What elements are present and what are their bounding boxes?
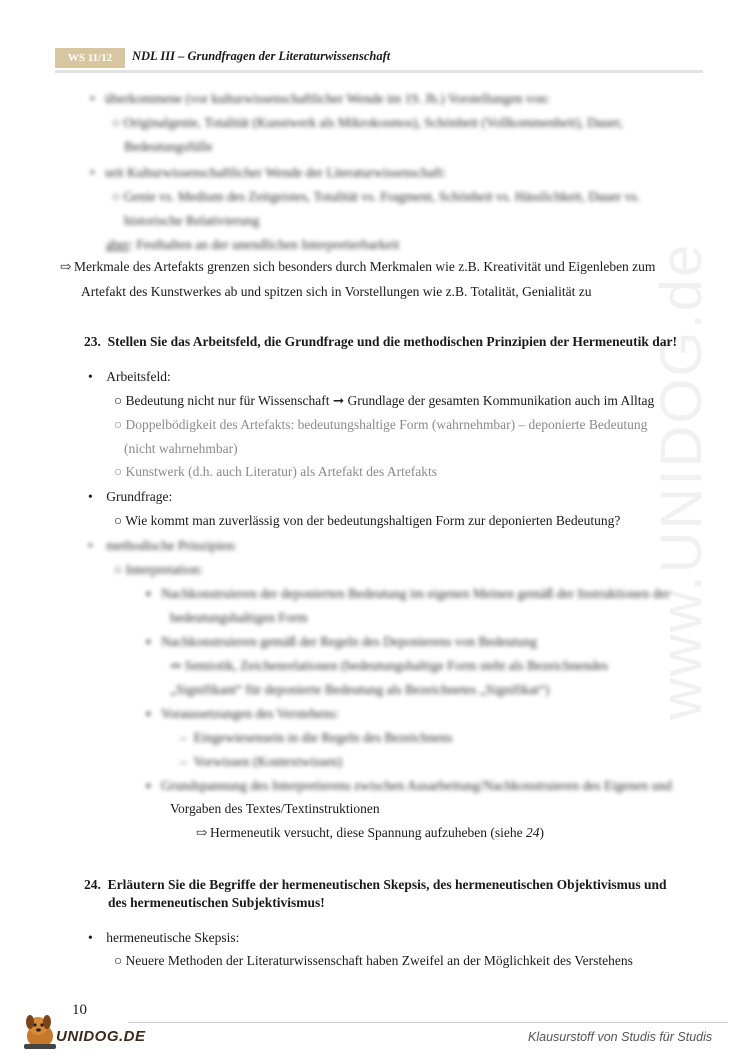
list-item-grundfrage: • Grundfrage: [88,489,173,504]
methodisch-item-3a: – Eingewiesensein in die Regeln des Bezeichnens [180,730,453,745]
methodisch-item-2-cont: ⇒ Semiotik, Zeichenrelationen (bedeutungshaltige Form steht als Bezeichnendes [170,658,608,673]
top-bullet-1-sub: ○ Originalgenie, Totalität (Kunstwerk als Mikrokosmos), Schönheit (Vollkommenheit), Dauer, [112,115,623,130]
semester-badge: WS 11/12 [55,48,125,68]
top-bullet-2: • seit Kulturwissenschaftlicher Wende der Literaturwissenschaft: [90,165,447,180]
top-bullet-1-sub-cont: Bedeutungsfülle [124,139,213,154]
page-number: 10 [72,1002,87,1018]
methodisch-item-4-cont: Vorgaben des Textes/Textinstruktionen [170,801,380,816]
dog-logo-icon [20,1008,60,1052]
arbeitsfeld-item-1: ○ Bedeutung nicht nur für Wissenschaft ➞ Grundlage der gesamten Kommunikation auch im Alltag [114,393,655,408]
arrow-note-line-2: Artefakt des Kunstwerkes ab und spitzen sich in Vorstellungen wie z.B. Totalität, Genialität zu [81,284,592,299]
top-bullet-2-aber: aber: Festhalten an der unendlichen Interpretierbarkeit [106,237,400,252]
arbeitsfeld-item-2-cont: (nicht wahrnehmbar) [124,441,238,456]
unidog-logo-text: UNIDOG.DE [56,1028,146,1045]
arrow-right-icon: ⇨ [60,259,72,274]
footer-slogan: Klausurstoff von Studis für Studis [528,1030,713,1044]
methodisch-item-2: ▪ Nachkonstruieren gemäß der Regeln des Deponierens von Bedeutung [146,634,537,649]
header-rule [55,70,703,73]
methodisch-item-1-cont: bedeutungshaltigen Form [170,610,308,625]
methodisch-item-4-arrow: ⇨ Hermeneutik versucht, diese Spannung aufzuheben (siehe 24) [196,825,545,840]
question-24-cont: des hermeneutischen Subjektivismus! [108,895,325,910]
grundfrage-item-1: ○ Wie kommt man zuverlässig von der bedeutungshaltigen Form zur deponierten Bedeutung? [114,513,621,528]
list-item-methodisch: • methodische Prinzipien: [88,538,238,553]
footer-rule [128,1022,728,1023]
top-bullet-2-sub: ○ Genie vs. Medium des Zeitgeistes, Totalität vs. Fragment, Schönheit vs. Hässlichkeit, Dauer vs. [112,189,641,204]
top-bullet-2-sub-cont: historische Relativierung [124,213,260,228]
list-item-skepsis: • hermeneutische Skepsis: [88,930,240,945]
arrow-icon: ➞ [332,393,345,408]
question-24: 24. Erläutern Sie die Begriffe der hermeneutischen Skepsis, des hermeneutischen Objektivismus und [84,877,667,892]
methodisch-item-4: ▪ Grundspannung des Interpretierens zwischen Ausarbeitung/Nachkonstruieren des Eigenen und [146,778,672,793]
methodisch-item-1: ▪ Nachkonstruieren der deponierten Bedeutung im eigenen Meinen gemäß der Instruktionen der [146,586,670,601]
arbeitsfeld-item-3: ○ Kunstwerk (d.h. auch Literatur) als Artefakt des Artefakts [114,464,438,479]
arbeitsfeld-item-2: ○ Doppelbödigkeit des Artefakts: bedeutungshaltige Form (wahrnehmbar) – deponierte Bedeutung [114,417,648,432]
list-item-arbeitsfeld: • Arbeitsfeld: [88,369,171,384]
arrow-note-line-1: ⇨ Merkmale des Artefakts grenzen sich besonders durch Merkmalen wie z.B. Kreativität und Eigenleben zum [60,259,656,274]
methodisch-interpretation: ○ Interpretation: [114,562,203,577]
header-title: NDL III – Grundfragen der Literaturwissenschaft [132,49,391,63]
methodisch-item-2-cont-2: „Signifikant“ für deponierte Bedeutung als Bezeichnetes „Signifikat“) [170,682,550,697]
watermark: www.UNIDOG.de [649,242,714,720]
skepsis-item-1: ○ Neuere Methoden der Literaturwissenschaft haben Zweifel an der Möglichkeit des Verstehens [114,953,633,968]
methodisch-item-3b: – Vorwissen (Kontextwissen) [180,754,343,769]
methodisch-item-3: ▪ Voraussetzungen des Verstehens: [146,706,339,721]
top-bullet-1: • überkommene (vor kulturwissenschaftlicher Wende im 19. Jh.) Vorstellungen von: [90,91,550,106]
question-23: 23. Stellen Sie das Arbeitsfeld, die Grundfrage und die methodischen Prinzipien der Hermeneutik dar! [84,334,678,349]
arrow-right-icon: ⇨ [196,825,208,840]
